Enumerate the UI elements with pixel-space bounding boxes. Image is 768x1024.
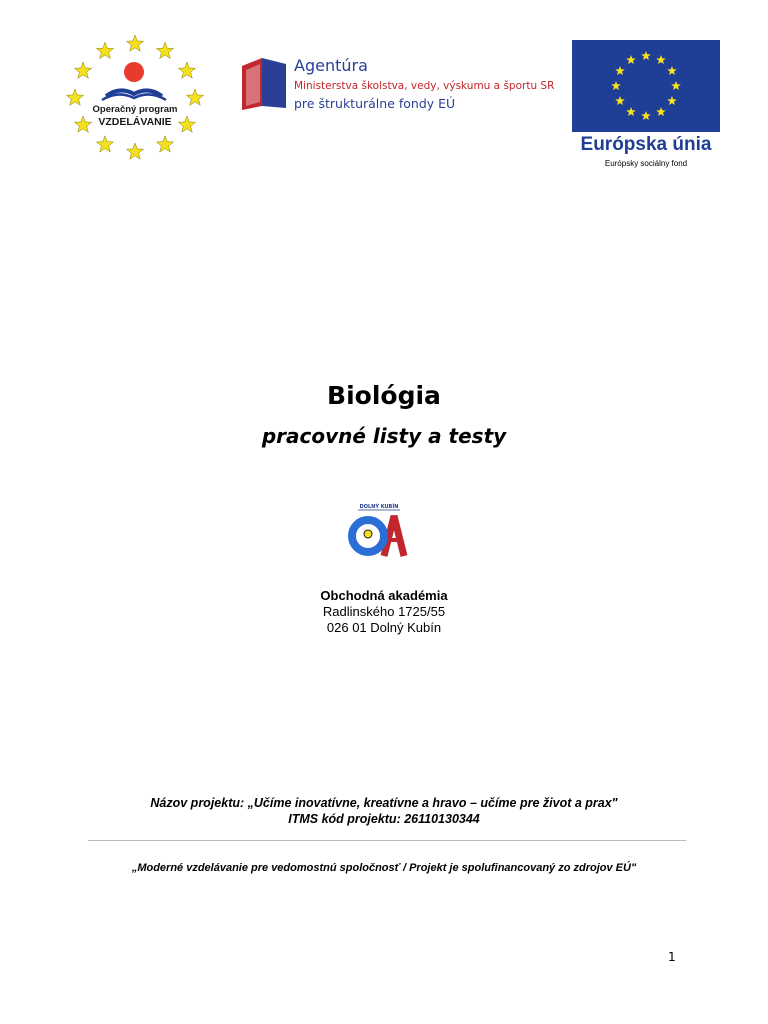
eu-star-icon	[667, 66, 677, 75]
eu-star-icon	[615, 96, 625, 105]
school-logo	[344, 502, 414, 560]
op-star-icon	[126, 35, 143, 51]
agentura-title: Agentúra	[294, 56, 368, 75]
eu-flag-icon	[572, 40, 720, 132]
eu-star-icon	[626, 107, 636, 116]
op-star-icon	[66, 89, 83, 105]
agentura-funds-line: pre štrukturálne fondy EÚ	[294, 96, 456, 111]
eu-star-icon	[641, 51, 651, 60]
school-street: Radlinského 1725/55	[322, 604, 446, 619]
eu-star-icon	[656, 107, 666, 116]
op-star-icon	[156, 136, 173, 152]
project-funding: „Moderné vzdelávanie pre vedomostnú spoločnosť / Projekt je spolufinancovaný zo zdrojov EÚ"	[131, 862, 637, 874]
eu-subtitle: Európsky sociálny fond	[604, 159, 688, 168]
op-star-icon	[178, 62, 195, 78]
eu-star-icon	[667, 96, 677, 105]
page-number: 1	[668, 950, 676, 964]
op-star-icon	[96, 42, 113, 58]
operacny-program-emblem	[62, 34, 208, 162]
school-city: 026 01 Dolný Kubín	[326, 620, 442, 635]
school-name: Obchodná akadémia	[320, 588, 448, 603]
agentura-logo	[234, 50, 555, 116]
op-star-icon	[74, 116, 91, 132]
op-star-icon	[186, 89, 203, 105]
divider	[88, 840, 686, 841]
op-star-icon	[126, 143, 143, 159]
document-title: Biológia	[327, 381, 441, 410]
operacny-program-logo	[62, 34, 208, 162]
op-line2: VZDELÁVANIE	[98, 116, 172, 128]
eu-star-icon	[656, 55, 666, 64]
project-name: Názov projektu: „Učíme inovatívne, kreatívne a hravo – učíme pre život a prax"	[150, 796, 618, 810]
eu-star-icon	[626, 55, 636, 64]
op-star-icon	[178, 116, 195, 132]
eu-logo	[572, 40, 720, 170]
op-star-icon	[96, 136, 113, 152]
op-line1: Operačný program	[92, 104, 178, 115]
oa-banner-text: DOLNÝ KUBÍN	[359, 504, 399, 510]
school-address-block	[0, 588, 768, 636]
oa-emblem-icon	[344, 502, 414, 560]
op-star-icon	[74, 62, 91, 78]
document-subtitle: pracovné listy a testy	[261, 424, 507, 448]
agentura-book-icon	[238, 54, 290, 112]
project-itms: ITMS kód projektu: 26110130344	[288, 812, 480, 826]
eu-star-icon	[641, 111, 651, 120]
op-star-icon	[156, 42, 173, 58]
eu-star-icon	[671, 81, 681, 90]
eu-star-icon	[615, 66, 625, 75]
op-red-dot-icon	[124, 62, 144, 82]
eu-title: Európska únia	[580, 134, 712, 155]
agentura-ministry-line: Ministerstva školstva, vedy, výskumu a športu SR	[294, 80, 555, 92]
eu-star-icon	[611, 81, 621, 90]
